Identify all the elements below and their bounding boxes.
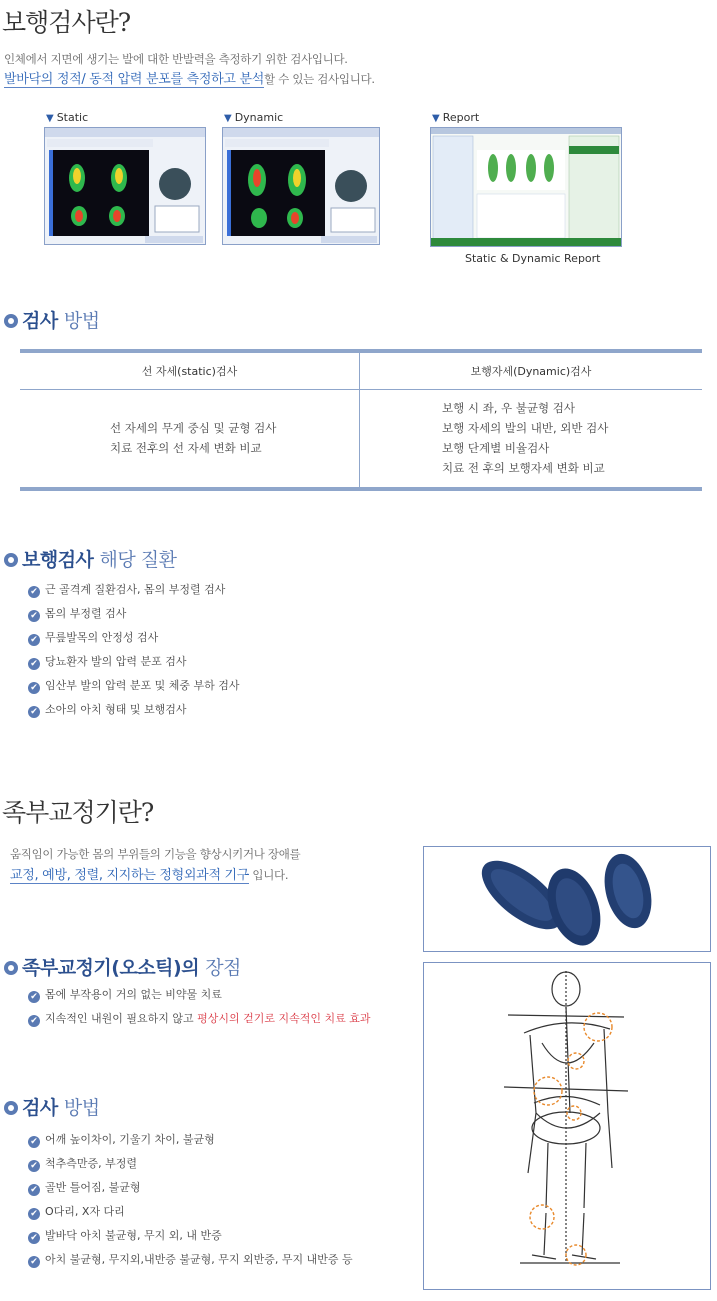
check-icon: ✔ <box>28 991 40 1003</box>
list-item: ✔ 발바닥 아치 불균형, 무지 외, 내 반증 <box>28 1226 353 1250</box>
check-icon: ✔ <box>28 1136 40 1148</box>
static-column-header: 선 자세(static)검사 <box>20 353 360 390</box>
dynamic-pressure-image <box>223 128 379 244</box>
bullet-circle-icon <box>4 314 18 328</box>
gait-desc-highlight: 발바닥의 정적/ 동적 압력 분포를 측정하고 분석 <box>4 72 264 87</box>
check-icon: ✔ <box>28 610 40 622</box>
triangle-down-icon: ▼ <box>432 113 440 124</box>
dynamic-label: ▼ Dynamic <box>224 111 284 124</box>
bullet-circle-icon <box>4 961 18 975</box>
static-item: 선 자세의 무게 중심 및 균형 검사 <box>110 421 277 435</box>
triangle-down-icon: ▼ <box>224 113 232 124</box>
report-label: ▼ Report <box>432 111 480 124</box>
list-item: ✔ 지속적인 내원이 필요하지 않고 평상시의 걷기로 지속적인 치료 효과 <box>28 1009 371 1033</box>
dynamic-item: 보행 자세의 발의 내반, 외반 검사 <box>442 421 609 435</box>
check-icon: ✔ <box>28 658 40 670</box>
gait-title: 보행검사란? <box>2 8 131 37</box>
check-icon: ✔ <box>28 682 40 694</box>
diseases-list <box>28 580 240 724</box>
skeleton-alignment-image <box>423 962 711 1290</box>
dynamic-item: 치료 전 후의 보행자세 변화 비교 <box>442 461 605 475</box>
triangle-down-icon: ▼ <box>46 113 54 124</box>
check-icon: ✔ <box>28 1256 40 1268</box>
report-caption: Static & Dynamic Report <box>465 252 601 265</box>
dynamic-column-header: 보행자세(Dynamic)검사 <box>360 353 703 390</box>
check-icon: ✔ <box>28 1015 40 1027</box>
list-item: ✔ 무릎발목의 안정성 검사 <box>28 628 240 652</box>
static-label: ▼ Static <box>46 111 89 124</box>
check-icon: ✔ <box>28 706 40 718</box>
static-screenshot[interactable] <box>44 127 206 245</box>
insole-image <box>423 846 711 952</box>
method2-heading: 검사 방법 <box>4 1093 100 1120</box>
merits-list <box>28 985 371 1033</box>
dynamic-item: 보행 시 좌, 우 불균형 검사 <box>442 401 576 415</box>
check-icon: ✔ <box>28 586 40 598</box>
gait-desc-line2 <box>4 68 375 87</box>
list-item: ✔ O다리, X자 다리 <box>28 1202 353 1226</box>
dynamic-cell <box>360 390 703 491</box>
report-document-image <box>431 128 621 246</box>
gait-desc-line1: 인체에서 지면에 생기는 발에 대한 반발력을 측정하기 위한 검사입니다. <box>4 52 348 66</box>
check-icon: ✔ <box>28 634 40 646</box>
table-bottom-border <box>20 487 702 491</box>
check-icon: ✔ <box>28 1160 40 1172</box>
dynamic-item: 보행 단계별 비율검사 <box>442 441 550 455</box>
orthotic-desc-line2 <box>10 864 288 883</box>
list-item: ✔ 당뇨환자 발의 압력 분포 검사 <box>28 652 240 676</box>
static-pressure-image <box>45 128 205 244</box>
list-item: ✔ 몸의 부정렬 검사 <box>28 604 240 628</box>
dynamic-screenshot[interactable] <box>222 127 380 245</box>
orthotic-desc-highlight: 교정, 예방, 정렬, 지지하는 정형외과적 기구 <box>10 868 250 883</box>
gait-desc-rest: 할 수 있는 검사입니다. <box>263 72 375 86</box>
method2-list <box>28 1130 353 1274</box>
red-highlight-text: 평상시의 걷기로 지속적인 치료 효과 <box>197 1012 371 1025</box>
bullet-circle-icon <box>4 553 18 567</box>
orthotic-desc-line1: 움직임이 가능한 몸의 부위들의 기능을 향상시키거나 장애를 <box>10 847 301 861</box>
method1-table <box>20 353 702 491</box>
static-cell <box>20 390 360 491</box>
list-item: ✔ 척추측만증, 부정렬 <box>28 1154 353 1178</box>
list-item: ✔ 아치 불균형, 무지외,내반증 불균형, 무지 외반증, 무지 내반증 등 <box>28 1250 353 1274</box>
orthotic-desc-rest: 입니다. <box>252 868 289 882</box>
method1-heading: 검사 방법 <box>4 306 100 333</box>
static-item: 치료 전후의 선 자세 변화 비교 <box>110 441 262 455</box>
check-icon: ✔ <box>28 1232 40 1244</box>
check-icon: ✔ <box>28 1184 40 1196</box>
list-item: ✔ 소아의 아치 형태 및 보행검사 <box>28 700 240 724</box>
check-icon: ✔ <box>28 1208 40 1220</box>
bullet-circle-icon <box>4 1101 18 1115</box>
list-item: ✔ 어깨 높이차이, 기울기 차이, 불균형 <box>28 1130 353 1154</box>
list-item: ✔ 몸에 부작용이 거의 없는 비약물 치료 <box>28 985 371 1009</box>
list-item: ✔ 임산부 발의 압력 분포 및 체중 부하 검사 <box>28 676 240 700</box>
merits-heading: 족부교정기(오소틱)의 장점 <box>4 953 241 980</box>
list-item: ✔ 골반 틀어짐, 불균형 <box>28 1178 353 1202</box>
orthotic-title: 족부교정기란? <box>2 798 154 827</box>
report-screenshot[interactable] <box>430 127 622 247</box>
list-item: ✔ 근 골격계 질환검사, 몸의 부정렬 검사 <box>28 580 240 604</box>
diseases-heading: 보행검사 해당 질환 <box>4 545 177 572</box>
